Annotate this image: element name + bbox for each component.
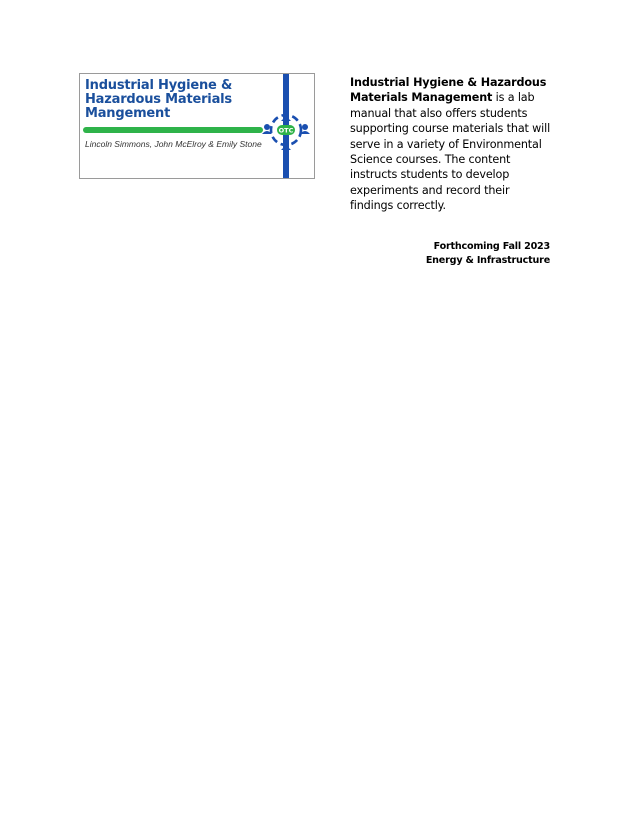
cover-green-bar: [83, 127, 263, 133]
cover-authors: Lincoln Simmons, John McElroy & Emily Stone: [85, 139, 262, 149]
cover-title: Industrial Hygiene & Hazardous Materials Mangement: [85, 78, 233, 121]
release-info: [426, 240, 550, 268]
book-cover-image: [79, 73, 315, 179]
book-description: [350, 75, 555, 214]
logo-text: OTC: [278, 126, 294, 135]
book-description-text: is a lab manual that also offers students supporting course materials that will serve in a variety of Environmental Science courses. The content instructs students to develop experiments and record their findings correctly.: [350, 91, 551, 213]
people-circle-logo-icon: [260, 109, 312, 151]
release-category: Energy & Infrastructure: [425, 255, 550, 266]
book-title: Industrial Hygiene & Hazardous Materials Management: [350, 76, 547, 105]
release-status: Forthcoming Fall 2023: [433, 241, 550, 252]
